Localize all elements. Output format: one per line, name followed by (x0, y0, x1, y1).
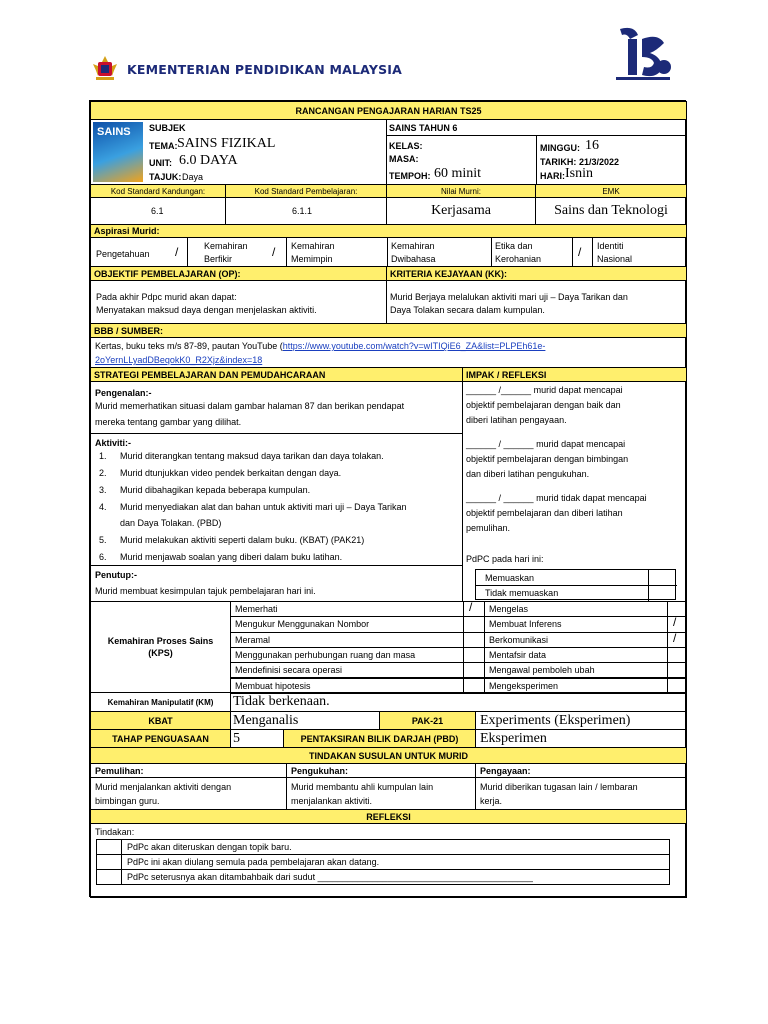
kps-mark-cell (667, 601, 687, 617)
tindakan-checkbox-divider (121, 870, 122, 884)
op-label: OBJEKTIF PEMBELAJARAN (OP): (90, 266, 387, 281)
kps-item: Membuat Inferens (484, 616, 668, 632)
bbb-text: Kertas, buku teks m/s 87-89, pautan YouTube ( (95, 341, 283, 351)
kps-grid (230, 601, 687, 693)
unit-label: UNIT: (149, 158, 172, 168)
minggu-value: 16 (585, 138, 599, 153)
ksp-value: 6.1.1 (225, 197, 387, 225)
pengayaan-label: Pengayaan: (475, 763, 687, 778)
nilai-label: Nilai Murni: (386, 184, 536, 198)
refleksi-label: REFLEKSI (90, 809, 687, 824)
impak-line: objektif pembelajaran dan diberi latihan (466, 508, 623, 518)
aspirasi-kemahiran-berfikir: Kemahiran (204, 241, 248, 251)
aspirasi-pengetahuan: Pengetahuan (96, 249, 150, 259)
kps-item: Meramal (230, 632, 464, 648)
kps-label (90, 601, 231, 693)
tindakan-row (96, 839, 670, 855)
aktiviti-number: 6. (99, 552, 107, 562)
aspirasi-kemahiran-memimpin-2: Memimpin (291, 254, 333, 264)
impak-line: objektif pembelajaran dengan bimbingan (466, 454, 629, 464)
aspirasi-mark-2: / (272, 245, 276, 259)
kps-mark-cell (667, 662, 687, 678)
aspirasi-kemahiran-dwibahasa: Kemahiran (391, 241, 435, 251)
tema-value: SAINS FIZIKAL (177, 136, 276, 151)
pengenalan-section (90, 381, 463, 434)
penutup-label: Penutup:- (95, 570, 137, 580)
aspirasi-kemahiran-berfikir-2: Berfikir (204, 254, 233, 264)
impak-line: ______ /______ murid dapat mencapai (466, 385, 623, 395)
kps-mark: / (673, 615, 677, 630)
aspirasi-etika-kerohanian: Etika dan (495, 241, 533, 251)
km-label: Kemahiran Manipulatif (KM) (90, 692, 231, 712)
aspirasi-kemahiran-memimpin: Kemahiran (291, 241, 335, 251)
aspirasi-etika-kerohanian-2: Kerohanian (495, 254, 542, 264)
kps-mark-cell (463, 632, 485, 648)
aktiviti-label: Aktiviti:- (95, 438, 131, 448)
aspirasi-mark-5: / (578, 245, 582, 259)
aspirasi-mark-1: / (175, 245, 179, 259)
kps-item: Mengukur Menggunakan Nombor (230, 616, 464, 632)
pengayaan-line-2: kerja. (480, 796, 503, 806)
impak-line: pemulihan. (466, 523, 511, 533)
kk-line-1: Murid Berjaya melalukan aktiviti mari uji – Daya Tarikan dan (390, 292, 628, 302)
kps-mark-cell (463, 601, 485, 617)
nilai-value: Kerjasama (386, 197, 536, 225)
pdpc-option-tidak-memuaskan[interactable]: Tidak memuaskan (485, 588, 559, 598)
kps-mark-cell (667, 632, 687, 648)
tp-value: 5 (230, 729, 284, 748)
aktiviti-item: Murid menjawab soalan yang diberi dalam buku latihan. (120, 552, 343, 562)
pemulihan-label: Pemulihan: (90, 763, 287, 778)
kps-mark-cell (463, 616, 485, 632)
minggu-label: MINGGU: (540, 143, 580, 153)
pengukuhan-line-1: Murid membantu ahli kumpulan lain (291, 782, 434, 792)
aktiviti-item: Murid dibahagikan kepada beberapa kumpulan. (120, 485, 311, 495)
tindakan-checkbox-divider (121, 855, 122, 869)
kps-mark-cell (667, 616, 687, 632)
emk-label: EMK (535, 184, 687, 198)
impak-line: ______ / ______ murid dapat mencapai (466, 439, 626, 449)
tindakan-row (96, 854, 670, 870)
kps-mark-cell (667, 647, 687, 663)
malaysia-crest-icon (90, 54, 120, 84)
aktiviti-item: Murid diterangkan tentang maksud daya tarikan dan daya tolakan. (120, 451, 384, 461)
page-header (0, 0, 768, 100)
kps-mark: / (673, 630, 677, 645)
pemulihan-content (90, 777, 287, 810)
op-content (90, 280, 387, 324)
kps-mark-cell (463, 647, 485, 663)
pdpc-option-memuaskan[interactable]: Memuaskan (485, 573, 535, 583)
kbat-label: KBAT (90, 711, 231, 730)
youtube-link[interactable]: https://www.youtube.com/watch?v=wITIQiE6_ZA&list=PLPEh61e- (282, 341, 546, 351)
youtube-link-cont[interactable]: 2oYernLLyadDBeqokK0_R2Xjz&index=18 (95, 355, 263, 365)
aspirasi-identiti-nasional: Identiti (597, 241, 624, 251)
bbb-label: BBB / SUMBER: (90, 323, 687, 338)
pbd-label: PENTAKSIRAN BILIK DARJAH (PBD) (283, 729, 476, 748)
kps-item: Berkomunikasi (484, 632, 668, 648)
kps-item: Mentafsir data (484, 647, 668, 663)
aktiviti-item: Murid menyediakan alat dan bahan untuk aktiviti mari uji – Daya Tarikan (120, 502, 407, 512)
rph-title: RANCANGAN PENGAJARAN HARIAN TS25 (90, 101, 687, 120)
kps-label-line-1: Kemahiran Proses Sains (107, 636, 214, 646)
aktiviti-number: 2. (99, 468, 107, 478)
pengukuhan-label: Pengukuhan: (286, 763, 476, 778)
tarikh-value: 21/3/2022 (579, 157, 620, 167)
aktiviti-number: 1. (99, 451, 107, 461)
aspirasi-row (90, 237, 687, 267)
tindakan-item: PdPc seterusnya akan ditambahbaik dari sudut ___________________________________________ (127, 872, 533, 882)
aktiviti-number: 3. (99, 485, 107, 495)
aspirasi-label: Aspirasi Murid: (90, 224, 687, 238)
aspirasi-identiti-nasional-2: Nasional (597, 254, 633, 264)
op-line-1: Pada akhir Pdpc murid akan dapat: (96, 292, 237, 302)
aktiviti-item-cont: dan Daya Tolakan. (PBD) (120, 518, 222, 528)
impak-label: IMPAK / REFLEKSI (462, 367, 687, 382)
aktiviti-section (90, 433, 463, 566)
kps-item: Mendefinisi secara operasi (230, 662, 464, 678)
tindakan-item: PdPc ini akan diulang semula pada pembelajaran akan datang. (127, 857, 380, 867)
pemulihan-line-1: Murid menjalankan aktiviti dengan (95, 782, 232, 792)
subjek-value: SAINS TAHUN 6 (389, 123, 458, 133)
pemulihan-line-2: bimbingan guru. (95, 796, 160, 806)
subjek-label: SUBJEK (149, 123, 186, 133)
tarikh-label: TARIKH: (540, 157, 577, 167)
km-value: Tidak berkenaan. (230, 692, 687, 712)
kps-label-line-2: (KPS) (148, 648, 173, 658)
aspirasi-kemahiran-dwibahasa-2: Dwibahasa (391, 254, 436, 264)
tajuk-value: Daya (182, 172, 204, 182)
class-block (386, 119, 687, 185)
aktiviti-number: 5. (99, 535, 107, 545)
ksk-label: Kod Standard Kandungan: (90, 184, 226, 198)
kps-item: Memerhati (230, 601, 464, 617)
ministry-name: KEMENTERIAN PENDIDIKAN MALAYSIA (127, 62, 403, 77)
unit-value: 6.0 DAYA (179, 153, 238, 168)
pdpc-options (475, 569, 676, 600)
pengukuhan-content (286, 777, 476, 810)
pengukuhan-line-2: menjalankan aktiviti. (291, 796, 373, 806)
penutup-text: Murid membuat kesimpulan tajuk pembelajaran hari ini. (95, 586, 316, 596)
kps-item: Mengawal pemboleh ubah (484, 662, 668, 678)
kk-content (386, 280, 687, 324)
pdpc-label: PdPC pada hari ini: (466, 554, 544, 564)
strategi-label: STRATEGI PEMBELAJARAN DAN PEMUDAHCARAAN (90, 367, 463, 382)
bbb-content (90, 337, 687, 368)
textbook-cover-image (93, 122, 143, 182)
tindakan-section (90, 823, 687, 898)
pbd-value: Eksperimen (475, 729, 687, 748)
ksk-value: 6.1 (90, 197, 226, 225)
kk-label: KRITERIA KEJAYAAN (KK): (386, 266, 687, 281)
tindakan-checkbox-divider (121, 840, 122, 854)
kk-line-2: Daya Tolakan secara dalam kumpulan. (390, 305, 545, 315)
pak21-label: PAK-21 (379, 711, 476, 730)
pengenalan-label: Pengenalan:- (95, 388, 152, 398)
susulan-label: TINDAKAN SUSULAN UNTUK MURID (90, 747, 687, 764)
masa-label: MASA: (389, 154, 419, 164)
emk-value: Sains dan Teknologi (535, 197, 687, 225)
hari-label: HARI: (540, 171, 565, 181)
pengenalan-line-2: mereka tentang gambar yang dilihat. (95, 417, 242, 427)
tp-label: TAHAP PENGUASAAN (90, 729, 231, 748)
hari-value: Isnin (565, 166, 593, 181)
aktiviti-item: Murid melakukan aktiviti seperti dalam buku. (KBAT) (PAK21) (120, 535, 365, 545)
kps-item: Mengeksperimen (484, 678, 668, 694)
impak-line: diberi latihan pengayaan. (466, 415, 567, 425)
impak-line: ______ / ______ murid tidak dapat mencapai (466, 493, 647, 503)
aktiviti-number: 4. (99, 502, 107, 512)
ts25-logo-icon (612, 25, 674, 87)
kbat-value: Menganalis (230, 711, 380, 730)
kps-mark-cell (463, 662, 485, 678)
ksp-label: Kod Standard Pembelajaran: (225, 184, 387, 198)
kps-item: Menggunakan perhubungan ruang dan masa (230, 647, 464, 663)
pengayaan-line-1: Murid diberikan tugasan lain / lembaran (480, 782, 638, 792)
kelas-label: KELAS: (389, 141, 423, 151)
tajuk-label: TAJUK: (149, 172, 182, 182)
kps-mark: / (469, 600, 473, 614)
tempoh-label: TEMPOH: (389, 171, 431, 181)
pak21-value: Experiments (Eksperimen) (475, 711, 687, 730)
impak-section (462, 381, 687, 602)
book-title: SAINS (97, 126, 131, 138)
impak-line: dan diberi latihan pengukuhan. (466, 469, 590, 479)
op-line-2: Menyatakan maksud daya dengan menjelaskan aktiviti. (96, 305, 317, 315)
tindakan-row (96, 869, 670, 885)
kps-item: Membuat hipotesis (230, 678, 464, 694)
tindakan-item: PdPc akan diteruskan dengan topik baru. (127, 842, 292, 852)
impak-line: objektif pembelajaran dengan baik dan (466, 400, 621, 410)
pengayaan-content (475, 777, 687, 810)
tindakan-label: Tindakan: (95, 827, 135, 837)
pengenalan-line-1: Murid memerhatikan situasi dalam gambar halaman 87 dan berikan pendapat (95, 401, 405, 411)
tema-label: TEMA: (149, 141, 178, 151)
rph-sheet (89, 100, 686, 897)
kps-item: Mengelas (484, 601, 668, 617)
aktiviti-item: Murid dtunjukkan video pendek berkaitan dengan daya. (120, 468, 342, 478)
tempoh-value: 60 minit (434, 166, 482, 181)
penutup-section (90, 565, 463, 602)
subject-block (90, 119, 387, 185)
